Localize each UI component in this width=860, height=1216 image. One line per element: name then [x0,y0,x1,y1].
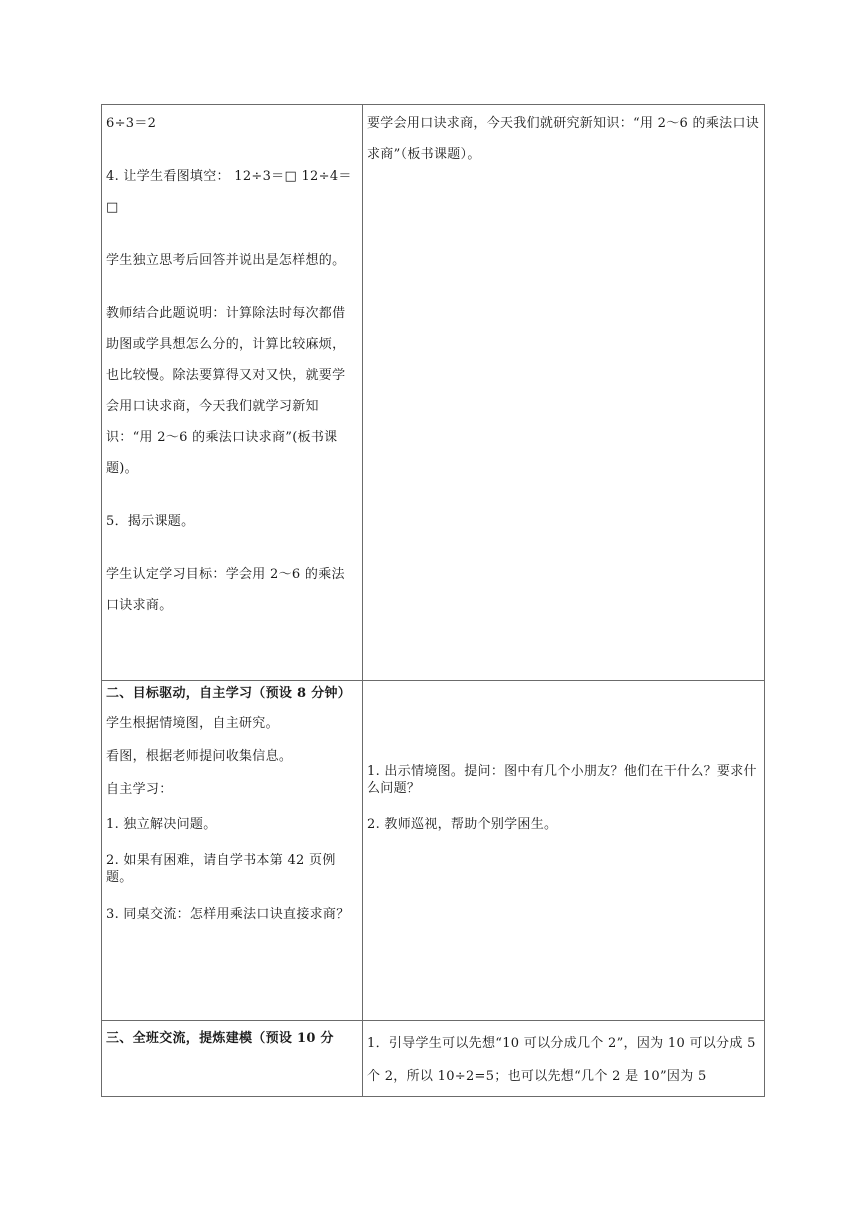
self-study-item-3: 3. 同桌交流：怎样用乘法口诀直接求商？ [106,907,350,922]
row1-left-cell [103,108,361,621]
student-research-text: 学生根据情境图，自主研究。 [106,716,279,731]
row2-left-cell [103,683,361,923]
row-divider-2 [102,1020,764,1021]
student-think-text: 学生独立思考后回答并说出是怎样想的。 [106,253,346,268]
row-divider-1 [102,680,764,681]
self-study-item-1: 1. 独立解决问题。 [106,817,217,832]
self-study-label: 自主学习： [106,782,173,797]
column-divider [362,105,363,1096]
step5-text: 5．揭示课题。 [106,514,195,529]
section2-heading: 二、目标驱动，自主学习（预设 8 分钟） [106,686,352,701]
row3-left-cell [103,1023,361,1054]
self-study-item-2: 2. 如果有困难，请自学书本第 42 页例题。 [106,853,336,885]
learning-goal-text: 学生认定学习目标：学会用 2～6 的乘法口诀求商。 [106,567,345,613]
collect-info-text: 看图，根据老师提问收集信息。 [106,749,293,764]
teacher-explain-text: 教师结合此题说明：计算除法时每次都借助图或学具想怎么分的，计算比较麻烦，也比较慢。除法要算得又对又快，就要学会用口诀求商，今天我们就学习新知识：“用 2～6 的乘法口诀求商”(板书课题)。 [106,306,346,476]
guide-students-text: 1．引导学生可以先想“10 可以分成几个 2”，因为 10 可以分成 5 个 2，所以 10÷2=5；也可以先想“几个 2 是 10”因为 5 [367,1036,756,1084]
lesson-plan-table [101,104,765,1097]
teacher-step-2: 2. 教师巡视，帮助个别学困生。 [367,817,558,832]
row2-right-cell [364,763,764,833]
row1-right-cell [364,108,764,170]
teacher-step-1: 1. 出示情境图。提问：图中有几个小朋友？他们在干什么？要求什么问题？ [367,764,757,796]
section3-heading: 三、全班交流，提炼建模（预设 10 分 [106,1031,334,1046]
step4-text: 4. 让学生看图填空： 12÷3＝□ 12÷4＝□ [106,169,352,215]
row3-right-cell [364,1027,764,1093]
equation-text: 6÷3＝2 [106,116,157,131]
new-knowledge-text: 要学会用口诀求商，今天我们就研究新知识：“用 2～6 的乘法口诀求商”（板书课题）。 [367,116,760,162]
